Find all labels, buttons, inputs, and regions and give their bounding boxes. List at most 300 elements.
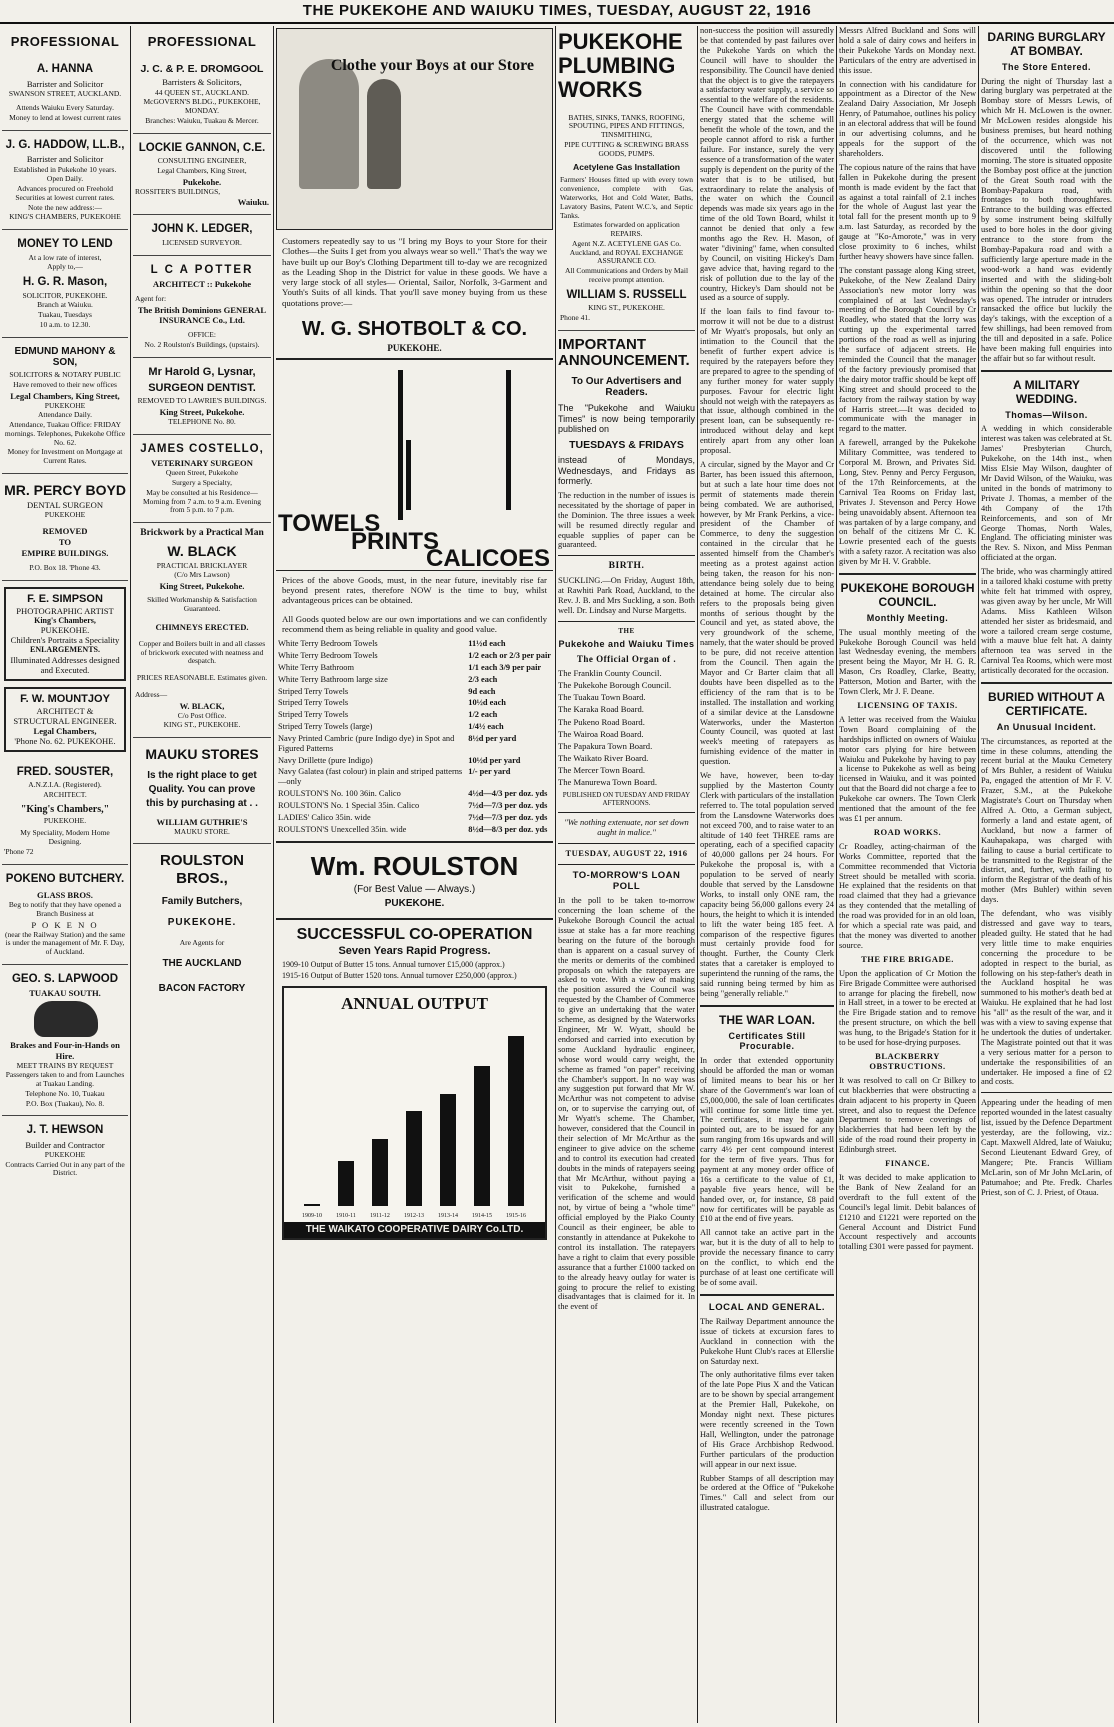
ad-name: F. E. SIMPSON [27, 593, 103, 605]
official-organ-heading: The Official Organ of . [576, 653, 677, 664]
column-6 [839, 26, 976, 1723]
official-organ-item: The Karaka Road Board. [558, 704, 644, 715]
buried-body: The defendant, who was visibly distressed and gave way to tears, pleaded guilty. He stated that he had very little time to make enquiries concerning the procedure to be adopted in respect to the burial, as following on his step-father's death in the Auckland hospital he was summoned to his mother's death bed at Waiuku. He explained that he had lost his "all" as the result of the war, and it was with a view to saving expense that he undertook the duties of undertaker. The Magistrate pointed out that it was a very serious matter for a person to undertake the responsibilities of an undertaker. He imposed a fine of £2 and costs. [981, 909, 1112, 1087]
ad-line: PUKEKOHE [44, 510, 86, 520]
ad-name: J. C. & P. E. DROMGOOL [140, 63, 264, 76]
ad-line: PUKEKOHE. [167, 917, 237, 929]
ad-line: My Speciality, Modern Home Designing. [20, 828, 110, 847]
ad-name: WILLIAM S. RUSSELL [566, 288, 687, 301]
column-rule [273, 26, 274, 1723]
roulston-name: Wm. ROULSTON [276, 841, 553, 881]
article-text: We have, however, been to-day supplied by the Masterton County Clerk with particulars of the installation referred to. The total population served from the Lansdowne Waterworks does not exceed 700, and to raise water to an altitude of 140 feet THREE rams are operating, each of a specified capacity of 40,000 gallons per 24 hours. For Pukekohe the proposal is, with a population to be served of nearly double that served by the Lansdowne Works, to install only ONE ram, the capacity being 56,000 gallons every 24 hours, the height to which it is intended to lift the water being 185 feet. A comparison of the respective figures must certainly provide food for thought. Further, the County Clerk states that a caretaker is employed to superintend the running of the rams, the said running being termed by him as being "generally reliable." [700, 771, 834, 998]
ad-line: Attendance, Tuakau Office: FRIDAY mornings. Telephones, Pukekohe Office No. 62. [4, 420, 126, 447]
ad-line: Builder and Contractor [25, 1139, 105, 1150]
ad-line: Legal Chambers, [33, 725, 97, 736]
ad-line: Attendance Daily. [37, 410, 93, 420]
ad-line: LICENSED SURVEYOR. [162, 237, 242, 247]
chart-footer: THE WAIKATO COOPERATIVE DAIRY Co.LTD. [284, 1222, 545, 1238]
chart-bar [474, 1066, 490, 1206]
ad-line: OFFICE: [188, 330, 216, 340]
coop-subtitle: Seven Years Rapid Progress. [338, 944, 491, 957]
publication-days: PUBLISHED ON TUESDAY AND FRIDAY AFTERNOONS. [562, 790, 691, 807]
column-rule [697, 26, 698, 1723]
ad-name: POKENO BUTCHERY. [5, 872, 125, 885]
ad-line: Agent for: [135, 294, 167, 304]
price-value: 8½d per yard [468, 733, 517, 743]
ad-line: PRICES REASONABLE. Estimates given. [136, 673, 268, 683]
coop-title: SUCCESSFUL CO-OPERATION [276, 918, 553, 945]
price-item: White Terry Bathroom [278, 662, 355, 672]
ad-plumbing [558, 109, 695, 331]
ad-name: MONEY TO LEND [17, 238, 113, 251]
ad-name: JOHN K. LEDGER, [151, 223, 253, 236]
chart-category-label: 1912-13 [404, 1213, 424, 1220]
ad-line: KING'S CHAMBERS, PUKEKOHE [9, 212, 121, 222]
ad-line: Legal Chambers, King Street, [10, 390, 120, 401]
price-row [276, 674, 553, 686]
price-row [276, 721, 553, 733]
ad-line: BACON FACTORY [158, 983, 246, 995]
article-text: A circular, signed by the Mayor and Cr Barter, has been issued this afternoon, but at such a late hour time does not permit of statements made therein being combated. We are authorised, however, by Mr Frank Perkins, a vice-president of the Chamber of Commerce, to deny the suggestion contained in the circular that he assented himself from the Chamber's meeting as a protest against action being taken, the reason for his non-attendance being solely due to being detained at home. The circular also refers to the proposals being given months of serious thought by the Council and yet, as stated above, the very groundwork of the scheme, namely, that the water should be proved to be pure, did not receive attention from the Council. Then again the Mayor and Cr Barter claim that all doubts have been dispelled as to the efficiency of the ram that is to be installed. The installation and working of a similar device at the Lansdowne Waterworks, under the Masterton County Council, was quoted at last week's meeting of ratepayers as furnishing evidence of the matter in question. [700, 459, 834, 767]
banner-word-towels: TOWELS [278, 509, 381, 537]
announcement-body: The reduction in the number of issues is necessitated by the shortage of paper in the Dominion. The three issues a week will be resumed directly regular and equable supplies of paper can be guaranteed. [558, 490, 695, 550]
announcement-text: instead of Mondays, Wednesdays, and Fridays as formerly. [558, 455, 695, 487]
ad-line: Skilled Workmanship & Satisfaction Guaranteed. [147, 595, 257, 613]
ad-line: King Street, Pukekohe. [159, 407, 245, 418]
ad-line: ARCHITECT & STRUCTURAL ENGINEER. [13, 705, 117, 726]
announcement-text: The "Pukekohe and Waiuku Times" is now being temporarily published on [558, 402, 695, 435]
chart-bar [304, 1204, 320, 1206]
finance-heading: FINANCE. [885, 1158, 930, 1169]
ad-line: Advances procured on Freehold Securities at lowest current rates. [15, 184, 115, 202]
coop-line: 1915-16 Output of Butter 1520 tons. Annual turnover £250,000 (approx.) [282, 971, 517, 981]
blackberry-heading: BLACKBERRY OBSTRUCTIONS. [869, 1050, 946, 1071]
ad-line: Money to lend at lowest current rates [9, 113, 121, 123]
ad-name: J. G. HADDOW, LL.B., [5, 139, 125, 151]
official-organ-item: The Pukeno Road Board. [558, 716, 645, 727]
ad-line: Established in Pukekohe 10 years. [13, 164, 117, 174]
price-item: ROULSTON'S No. 1 Special 35in. Calico [278, 800, 420, 810]
ad-line: Barristers & Solicitors, [162, 77, 242, 88]
fire-brigade-heading: THE FIRE BRIGADE. [861, 953, 954, 964]
price-value: 2/3 each [468, 674, 498, 684]
column-rule [978, 26, 979, 1723]
ad-line: Agent N.Z. ACETYLENE GAS Co. Auckland, and ROYAL EXCHANGE ASSURANCE CO. [569, 238, 684, 266]
ad-line: (near the Railway Station) and the same is under the management of Mr. F. Day, of Auckland. [5, 929, 125, 957]
ad-line: 10 a.m. to 12.30. [39, 319, 91, 329]
birth-notice: SUCKLING.—On Friday, August 18th, at Rawhiti Park Road, Auckland, to the Rev. J. B. and Mrs Suckling, a son. Both well. Dr. Lindsay and Nurse Margetts. [558, 576, 695, 616]
price-row [276, 662, 553, 674]
war-loan-subheading: Certificates Still Procurable. [728, 1030, 806, 1052]
decorative-bar [398, 370, 403, 520]
ad-line: GLASS BROS. [37, 890, 93, 901]
ad-line: ENLARGEMENTS. [29, 645, 100, 655]
roulston-town: PUKEKOHE. [384, 898, 445, 910]
chart-bar [440, 1094, 456, 1206]
ad-line: Apply to,— [47, 262, 83, 272]
chart-category-label: 1911-12 [370, 1213, 390, 1220]
price-item: Striped Terry Towels [278, 698, 349, 708]
ad-name: W. BLACK [167, 543, 237, 560]
road-works-heading: ROAD WORKS. [873, 826, 942, 837]
price-row [276, 755, 553, 767]
ad-line: Telephone No. 10, Tuakau [25, 1088, 105, 1098]
wedding-body: A wedding in which considerable interest was taken was celebrated at St. James' Presbyterian Church, Pukekohe, on the 14th inst., when Miss Elsie May Wilson, daughter of Mr David Wilson, of the Waiuku, was united in the bonds of matrimony to Private J. Thomas, a member of the 4th Company of the 17th Reinforcements, and son of Mr George Thomas, North Wales, England. The officiating minister was the Rev. S. Nixon, and Miss Penman officiated at the organ. [981, 424, 1112, 563]
war-loan-body: In order that extended opportunity should be afforded the man or woman of limited means to bear his or her share of the Government's war loan of £5,000,000, the sale of loan certificates will continue for some little time yet. The certificates, it may be again pointed out, are to be issued for any sum ranging from 16s upwards and will carry 4½ per cent compound interest for the term of five years. Thus for payment at any money order office of 16s a certificate to the value of £1, payable five years hence, will be handed over, or, for instance, £8 paid now for certificates will be payable as £10 at the end of five years. [700, 1055, 834, 1224]
ad-line: BATHS, SINKS, TANKS, ROOFING, SPOUTING, PIPES AND FITTINGS, TINSMITHING, [568, 112, 685, 140]
price-value: 9d each [468, 686, 496, 696]
price-item: White Terry Bedroom Towels [278, 651, 378, 661]
advertiser-name: W. G. SHOTBOLT & CO. [301, 317, 528, 340]
ad-line: C/o Post Office. [177, 710, 227, 720]
ad-line: PIPE CUTTING & SCREWING BRASS GOODS, PUMPS. [564, 139, 689, 158]
local-general-body: Rubber Stamps of all description may be ordered at the Office of "Pukekohe Times." Call and select from our illustrated catalogue. [700, 1473, 834, 1513]
ad-costello [133, 435, 271, 523]
ad-line: WILLIAM GUTHRIE'S [156, 816, 248, 827]
price-item: Striped Terry Towels (large) [278, 722, 373, 732]
official-organ-item: The Waikato River Board. [558, 752, 649, 763]
price-intro: Prices of the above Goods, must, in the near future, inevitably rise far beyond present rates, therefore NOW is the time to buy, whilst advantageous prices can be obtained. [282, 574, 547, 606]
ad-line: Brakes and Four-in-Hands on Hire. [10, 1040, 120, 1061]
ad-line: (C/o Mrs Lawson) [174, 570, 230, 580]
buried-heading: BURIED WITHOUT A CERTIFICATE. [988, 690, 1105, 719]
ad-line: McGOVERN'S BLDG., PUKEKOHE, MONDAY. [143, 97, 261, 116]
birth-heading: BIRTH. [608, 561, 645, 572]
ad-name: FRED. SOUSTER, [16, 765, 114, 778]
borough-council-body: The usual monthly meeting of the Pukekohe Borough Council was held last Wednesday evening, the members present being the Mayor, Mr H. G. R. Mason, Crs Roadley, Clarke, Beatty, Patterson, Motion and Barter, with the Town Clerk, Mr J. F. Deane. [839, 627, 976, 697]
ad-gannon [133, 134, 271, 216]
ad-line: Passengers taken to and from Launches at Tuakau Landing. [5, 1070, 125, 1089]
column-professional-1 [2, 26, 128, 1723]
ad-line: ROSSITER'S BUILDINGS, [135, 186, 221, 196]
price-value: 7½d—7/3 per doz. yds [468, 800, 548, 810]
ad-line: SOLICITOR, PUKEKOHE. [22, 290, 108, 300]
ad-lysnar [133, 358, 271, 435]
price-value: 1/1 each 3/9 per pair [468, 662, 542, 672]
chart-bar [338, 1161, 354, 1206]
ad-line: No. 2 Roulston's Buildings, (upstairs). [144, 339, 260, 349]
article-text: A farewell, arranged by the Pukekohe Military Committee, was tendered to Corporal M. Brown, and Privates Sid. Long, Stev. Penny and Percy Ferguson, of the 17th Reinforcements, at the Carnival Tea Rooms on Friday last, Privates J. Stevenson and Percy Howe being unavoidably absent. Afternoon tea was partaken of by a large company, and on behalf of the citizens Mr C. K. Lowrie presented each of the guests with a safety razor. A recitation was also given by Mr H. V. Grabble. [839, 438, 976, 567]
official-organ-item: The Mercer Town Board. [558, 764, 646, 775]
ad-name: L C A POTTER [150, 263, 254, 276]
licensing-heading: LICENSING OF TAXIS. [857, 699, 958, 710]
banner-word-calicoes: CALICOES [426, 544, 551, 572]
ad-line: TELEPHONE No. 80. [168, 417, 236, 427]
ad-black [133, 523, 271, 738]
ad-line: Open Daily. [46, 174, 84, 184]
ad-name: MAUKU STORES [145, 746, 259, 763]
towels-prints-calicoes-banner [276, 358, 553, 571]
decorative-bar [406, 440, 411, 510]
ad-name: GEO. S. LAPWOOD [11, 972, 119, 985]
chart-bar [406, 1111, 422, 1206]
chart-category-label: 1914-15 [472, 1213, 492, 1220]
burglary-heading: DARING BURGLARY AT BOMBAY. [987, 30, 1106, 59]
ad-line: 'Phone No. 62. PUKEKOHE. [14, 735, 116, 746]
article-text: The constant passage along King street, Pukekohe, of the New Zealand Dairy Association's new motor lorry was complained of at last Wednesday's meeting of the Borough Council by Cr Roadley, who stated that the lorry was cutting up the experimental tarred portions of the road as well as injuring the surface of adjacent streets. He reminded the Council that the manager of the factory previously promised that the dairy motor traffic should be kept off King street and should proceed to the factory from the railway station by way of Harris street.—It was decided to communicate with the manager in regard to the matter. [839, 265, 976, 434]
ad-name: EDMUND MAHONY & SON, [14, 345, 116, 369]
price-row [276, 766, 553, 788]
ad-line: King Street, Pukekohe. [159, 581, 245, 592]
column-rule [555, 26, 556, 1723]
column-rule [130, 26, 131, 1723]
horse-illustration [4, 999, 126, 1039]
price-value: 7½d—7/3 per doz. yds [468, 812, 548, 822]
price-row [276, 788, 553, 800]
ad-line: Contracts Carried Out in any part of the District. [5, 1159, 125, 1178]
banner-word-prints: PRINTS [351, 527, 440, 555]
ad-line: REMOVED TO LAWRIE'S BUILDINGS. [137, 396, 267, 406]
chart-category-label: 1915-16 [506, 1213, 526, 1220]
ad-mahony [2, 338, 128, 474]
ad-lapwood [2, 965, 128, 1116]
war-loan-body: All cannot take an active part in the war, but it is the duty of all to help to provide the necessary finance to carry on the conflict, to which end the purchase of at least one certificate will be of some avail. [700, 1228, 834, 1287]
fire-brigade-body: Upon the application of Cr Motion the Fire Brigade Committee were authorised to arrange for placing the firebell, now in Hall street, in a tower to be erected at the Fire Brigade station and to remove the present structure, on which the bell was hung, to the Brigade's Station for it to be used for hose-drying purposes. [839, 968, 976, 1048]
burglary-body: During the night of Thursday last a daring burglary was perpetrated at the Bombay store of Messrs Lewis, of which Mr H. McLowen is the owner. Mr McLowen resides alongside his business premises, but heard nothing of the occurrence, which was not discovered until the following morning. The store is situated opposite the Bombay post office at the junction of the Great South road with the Bombay-Papakura road, with frontages to both thoroughfares. Entrance to the building was effected by some instrument being skilfully used to bore holes in the door giving entrance to the store from the Bombay-Papakura road and with a sufficiently large aperture made in the wood-work a hand was evidently inserted and with the sliding-bolt within the opening so that the door was opened. The intruder or intruders ransacked the office but luckily the day's takings, with the exception of a few shillings, had been removed from the till and deposited in a safe. Police have been making full enquiries into the affair but so far without result. [981, 76, 1112, 363]
column-7 [981, 26, 1112, 1723]
coop-line: 1909-10 Output of Butter 15 tons. Annual turnover £15,000 (approx.) [282, 959, 505, 969]
chart-title: ANNUAL OUTPUT [341, 994, 488, 1014]
ad-line: REMOVED [42, 526, 88, 537]
ad-line: Legal Chambers, King Street, [157, 165, 247, 175]
ad-line: Barrister and Solicitor [26, 154, 104, 165]
ad-line: Pukekohe. [182, 176, 222, 187]
price-list [276, 638, 553, 835]
ad-money-to-lend [2, 230, 128, 338]
announcement-title: IMPORTANT ANNOUNCEMENT. [558, 335, 690, 370]
road-works-body: Cr Roadley, acting-chairman of the Works Committee, reported that the Committee recommended that Victoria Street should be metalled with scoria. He explained that the residents on that road claimed that they had a grievance as they contended that the metalling of the road was provided for in an old loan, for which a special rate was paid, and that the money was diverted to another source. [839, 841, 976, 950]
price-item: Striped Terry Towels [278, 686, 349, 696]
ad-line: EMPIRE BUILDINGS. [21, 548, 109, 559]
column-rule [836, 26, 837, 1723]
ad-line: Acetylene Gas Installation [573, 162, 680, 173]
ad-dromgool [133, 55, 271, 133]
ad-line: Is the right place to get Quality. You can prove this by purchasing at . . [146, 769, 258, 809]
ad-percy-boyd [2, 474, 128, 581]
price-item: White Terry Bathroom large size [278, 674, 388, 684]
ad-line: A.N.Z.I.A. (Registered). [28, 780, 102, 790]
loan-poll-body: In the poll to be taken to-morrow concerning the loan scheme of the Pukekohe Borough Council the actual issue at stake has a far more reaching bearing on the future of the borough than is apparent on a casual survey of the merits or demerits of the combined proposals on which the ratepayers are asked to vote. With a view of making the position assured the Council was requested by the Chamber of Commerce to give an undertaking that the water scheme, as designed by the Waterworks Engineer, Mr W. Wyatt, should be endorsed and carried into execution by some Auckland hydraulic engineer, whose word would carry weight, the scheme as framed "on paper" receiving the Chamber's support. In no way was any suggestion put forward that Mr W. McArthur was not competent to advise on, or to supervise the carrying out, of Mr Wyatt's scheme. The Chamber, however, considered that the Council in their selection of Mr McArthur as the engineer to give advice on the scheme and to control its execution had created doubts in the minds of ratepayers seeing that Mr McArthur, without paying a visit to Pukekohe, furnished a verification of the scheme and would not, by virtue of being a "whole time" official employed by the Piako County Council as their engineer, be able to constantly in attendance at Pukekohe to control its installation. The ratepayers have a right to claim that every possible assurance that a further £1000 tacked on to the already heavy outlay for water is going to procure the relief to existing disadvantages that is claimed for it. In the event of [558, 896, 695, 1312]
price-item: Navy Galatea (fast colour) in plain and striped patterns—only [278, 767, 463, 787]
ad-line: Have removed to their new offices [13, 379, 117, 389]
article-text: non-success the position will assuredly be that contended by past failures over the Pukekohe Yards on which the Council will have to shoulder the responsibility. The Council have denied that the object is to give the ratepayers a satisfactory water supply, a service so essential to the welfare of the residents. The Council have with commendable energy stated that the scheme will benefit the whole of the town, and the people cannot afford to risk a further failure. For instance, surely the very essence of a transformation of the water supply is dependent on the purity of the water that is to be utilised, but extraordinary to relate the analysis of the water on which the Council depends was made six years ago in the time of the old Town Board, whilst it cannot be denied that only a few months ago the Rev. H. Mason, of water "divining" fame, when consulted by Council, on visiting Hickey's Dam gave advice that, having regard to the risk of pollution due to the lay of the country, Hickey's Dam should not be used as a source of supply. [700, 26, 834, 303]
ad-line: CHIMNEYS ERECTED. [155, 621, 249, 632]
ad-hanna [2, 55, 128, 131]
article-text: If the loan fails to find favour to-morrow it will not be due to a distrust of Mr Wyatt's proposals, but only an intimation to the Council that the benefit of further expert advice is required by the ratepayers before they are prepared to agree to the spending of any further money for water supply purposes. Favour for electric light should not weigh with the ratepayers as that issue, although combined in the present loan, can be subsequently re-introduced without delay and kept entirely apart from any other loan proposal. [700, 307, 834, 456]
chart-category-label: 1909-10 [302, 1213, 322, 1220]
ad-line: 44 QUEEN ST., AUCKLAND. [154, 87, 250, 97]
ad-line: ARCHITECT :: Pukekohe [152, 279, 252, 290]
masthead: THE PUKEKOHE AND WAIUKU TIMES, TUESDAY, AUGUST 22, 1916 [0, 0, 1114, 24]
licensing-body: A letter was received from the Waiuku Town Board complaining of the hardships inflicted on owners of Waiuku motor cars plying for hire between Waiuku and Pukekohe by having to pay a license to Pukekohe as well as being licensed in Waiuku, and it was pointed out that the Board did not charge a fee to Pukekohe car owners. The Town Clerk mentioned that the amount of the fee was £1 per annum. [839, 714, 976, 823]
price-item: Navy Printed Cambric (pure Indigo dye) in Spot and Figured Patterns [278, 733, 455, 753]
ad-line: Farmers' Houses fitted up with every town convenience, complete with Gas, Waterworks, Hot and Cold Water, Baths, Lavatory Basins, Patent W.C.'s, and Septic Tanks. [560, 175, 693, 220]
official-organ-list [558, 668, 695, 786]
dateline: TUESDAY, AUGUST 22, 1916 [565, 848, 688, 859]
local-general-heading: LOCAL AND GENERAL. [708, 1301, 826, 1313]
finance-body: It was decided to make application to the Bank of New Zealand for an overdraft to the full extent of the Council's legal limit. Debit balances of £1210 and £1221 were reported on the General Account and District Fund Account respectively and accounts totalling £301 were passed for payment. [839, 1173, 976, 1252]
price-row [276, 800, 553, 812]
official-organ-item: The Papakura Town Board. [558, 740, 653, 751]
price-item: Striped Terry Towels [278, 710, 349, 720]
announcement-subtitle: To Our Advertisers and Readers. [571, 375, 682, 399]
ad-line: Beg to notify that they have opened a Branch Business at [8, 900, 122, 918]
ad-mountjoy [4, 687, 126, 752]
price-item: ROULSTON'S Unexcelled 35in. wide [278, 824, 407, 834]
price-value: 11½d each [468, 639, 506, 649]
ad-line: DENTAL SURGEON [26, 500, 104, 511]
war-loan-heading: THE WAR LOAN. [719, 1012, 815, 1027]
boy-figure-icon [367, 79, 401, 189]
ad-line: Money for Investment on Mortgage at Current Rates. [7, 447, 123, 466]
column-professional-2 [133, 26, 271, 1723]
price-value: 1/- per yard [468, 767, 511, 777]
ad-potter [133, 256, 271, 358]
ad-line: PUKEKOHE [44, 1149, 86, 1159]
ad-line: Family Butchers, [161, 895, 243, 907]
price-row [276, 812, 553, 824]
motto: "We nothing extenuate, nor set down aught in malice." [564, 817, 689, 838]
ad-line: All Communications and Orders by Mail receive prompt attention. [564, 266, 689, 284]
official-organ-item: The Wairoa Road Board. [558, 728, 644, 739]
column-5 [700, 26, 834, 1723]
ad-line: Branches: Waiuku, Tuakau & Mercer. [145, 115, 259, 125]
ad-name: A. HANNA [36, 63, 94, 76]
ad-haddow [2, 131, 128, 230]
ad-line: MEET TRAINS BY REQUEST [16, 1060, 114, 1070]
ad-line: Address— [135, 689, 168, 699]
chart-bar [372, 1139, 388, 1206]
wedding-subheading: Thomas—Wilson. [1005, 409, 1088, 420]
official-organ-item: The Pukekohe Borough Council. [558, 680, 672, 691]
ad-line: Queen Street, Pukekohe [165, 468, 239, 478]
price-value: 1/4½ each [468, 722, 504, 732]
burglary-subheading: The Store Entered. [1001, 62, 1091, 73]
loan-poll-heading: TO-MORROW'S LOAN POLL [572, 869, 681, 893]
ad-line: TUAKAU SOUTH. [29, 988, 101, 999]
chart-category-label: 1913-14 [438, 1213, 458, 1220]
price-value: 10½d each [468, 698, 506, 708]
ad-line: Children's Portraits a Speciality [10, 635, 120, 646]
borough-council-subheading: Monthly Meeting. [866, 613, 949, 624]
woman-figure-icon [299, 59, 359, 189]
ad-line: H. G. R. Mason, [22, 276, 108, 289]
clothing-advertisement-illustration [276, 28, 553, 230]
official-organ-item: The Tuakau Town Board. [558, 692, 646, 703]
ad-name: JAMES COSTELLO, [140, 442, 264, 455]
ad-line: Illuminated Addresses designed and Executed. [10, 654, 120, 675]
price-item: Navy Drillette (pure Indigo) [278, 755, 373, 765]
wedding-body: The bride, who was charmingly attired in a tailored khaki costume with pretty white felt hat trimmed with osprey, was given away by her uncle, Mr Will Adams. Miss Kathleen Wilson attended her sister as bridesmaid, and wore a tailored cream serge costume, with a mauve blue felt hat. A dainty afternoon tea was served in the Carnival Tea Rooms, which were most artistically decorated for the occasion. [981, 567, 1112, 676]
ad-line: PHOTOGRAPHIC ARTIST [16, 605, 114, 616]
ad-name: MR. PERCY BOYD [4, 481, 126, 498]
roulston-tagline: (For Best Value — Always.) [353, 883, 476, 895]
ad-line: P.O. Box 18. 'Phone 43. [29, 563, 101, 573]
ad-line: King's Chambers, [34, 615, 96, 625]
article-text: The copious nature of the rains that have fallen in Pukekohe during the present month is made evident by the fact that as against a total rainfall of 2.1 inches for the whole of August last year the total fall for the present month up to 9 a.m. last Saturday, as recorded by the gauge at "Ko-Amorote," was in very close proximity to 6 inches, whilst further heavy showers have since fallen. [839, 162, 976, 261]
ad-name: J. T. HEWSON [26, 1124, 104, 1137]
price-item: White Terry Bedroom Towels [278, 639, 378, 649]
ad-slogan: Clothe your Boys at our Store [330, 57, 534, 74]
ad-line: Are Agents for [179, 937, 225, 947]
ad-line: Branch at Waiuku. [37, 300, 93, 310]
ad-line: Tuakau, Tuesdays [38, 310, 92, 320]
price-row [276, 686, 553, 698]
ad-line: Surgery a Specialty, [172, 478, 232, 488]
ad-line: Copper and Boilers built in and all classes of brickwork executed with neatness and despatch. [138, 638, 266, 666]
price-intro-2: All Goods quoted below are our own importations and we can confidently recommend them as being reliable in quality and good value. [282, 613, 547, 634]
blackberry-body: It was resolved to call on Cr Bilkey to cut blackberries that were obstructing a drain adjacent to his property in Queen street, and also to request the Defence Department to remove coverings of blackberries that had been left by the side of the road round their property in Edinburgh street. [839, 1075, 976, 1155]
price-value: 8½d—8/3 per doz. yds [468, 824, 548, 834]
ad-line: CONSULTING ENGINEER, [157, 156, 247, 166]
chart-category-label: 1910-11 [336, 1213, 356, 1220]
ad-line: W. BLACK, [179, 700, 225, 711]
ad-line: SOLICITORS & NOTARY PUBLIC [9, 369, 121, 379]
price-row [276, 824, 553, 836]
ad-line: ARCHITECT. [43, 790, 87, 800]
ad-body-text: Customers repeatedly say to us "I bring my Boys to your Store for their Clothes—the Suits I get from you always wear so well." That's the way we have built up our Boy's Clothing Department till to-day we are recognized as the Leading Shop in the District for value in these goods. We have a very large stock of all styles— Oriental, Sailor, Norfolk, 3-Garment and Youth's Suits of all kinds. That you'll save money buying from us these quotations prove:— [282, 236, 547, 308]
buried-body: The circumstances, as reported at the time in these columns, attending the recent burial at the Mauku Cemetery of Mrs Buhler, a resident of Waiuku Pa, engaged the attention of Mr F. V. Frazer, S.M., at the Pukekohe Magistrate's Court on Thursday when Alfred A. Otto, a German subject, formerly a land and estate agent, of Auckland, but now a farmer of Kauhapakapa, was charged with failing to cause a burial certificate to be transmitted to the Registrar of the district, and, further, with failing to inform the Registrar of the death of his mother (Mrs Buhler) within seven days. [981, 736, 1112, 905]
price-row [276, 709, 553, 721]
chart-bar [508, 1036, 524, 1206]
ad-line: Attends Waiuku Every Saturday. [16, 103, 114, 113]
ad-line: Barrister and Solicitor [26, 78, 104, 89]
ad-ledger [133, 215, 271, 255]
paper-name: Pukekohe and Waiuku Times [558, 639, 695, 650]
ad-line: SWANSON STREET, AUCKLAND. [8, 88, 122, 98]
price-row [276, 650, 553, 662]
price-row [276, 638, 553, 650]
ad-line: THE AUCKLAND [162, 957, 242, 969]
casualty-body: Appearing under the heading of men reported wounded in the latest casualty list, issued by the Defence Department yesterday, are the following, viz.: Capt. Maxwell Aldred, late of Waiuku; Second Lieutenant Edward Grey, of Mangere; Pte. Francis William McLarin, son of Mr John McLarin, of Patumahoe; and Pte. Fredk. Charles Priest, son of C. J. Priest, of Otaua. [981, 1098, 1112, 1197]
price-row [276, 733, 553, 755]
plumbing-title: PUKEKOHE PLUMBING WORKS [558, 29, 683, 103]
ad-name: ROULSTON BROS., [160, 852, 244, 887]
ad-line: PUKEKOHE. [40, 625, 90, 636]
ad-line: The British Dominions GENERAL INSURANCE Co., Ltd. [137, 304, 267, 325]
ad-line: KING ST., PUKEKOHE. [163, 720, 241, 730]
ad-name: F. W. MOUNTJOY [20, 692, 110, 705]
ad-simpson [4, 587, 126, 681]
ad-line: Phone 41. [560, 312, 590, 322]
ad-line: MAUKU STORE. [174, 826, 230, 836]
ad-line: PUKEKOHE [44, 400, 86, 410]
announcement-days: TUESDAYS & FRIDAYS [569, 438, 684, 451]
ad-line: "King's Chambers," [20, 803, 110, 815]
advertiser-town: PUKEKOHE. [387, 343, 442, 354]
borough-council-heading: PUKEKOHE BOROUGH COUNCIL. [840, 581, 975, 610]
ad-line: Estimates forwarded on application REPAIRS. [573, 220, 680, 239]
price-item: LADIES' Calico 35in. wide [278, 812, 371, 822]
ad-pokeno-butchery [2, 865, 128, 965]
ad-mauku-stores [133, 738, 271, 844]
decorative-bar [506, 370, 511, 510]
ad-line: PUKEKOHE. [43, 815, 87, 825]
ad-line: SURGEON DENTIST. [148, 382, 256, 395]
ad-line: Note the new address:— [28, 202, 102, 212]
horse-icon [34, 1001, 98, 1037]
annual-output-chart [282, 986, 547, 1240]
ad-line: VETERINARY SURGEON [151, 458, 253, 469]
ad-line: P O K E N O [31, 919, 99, 930]
ad-line: P.O. Box (Tuakau), No. 8. [25, 1098, 105, 1108]
price-value: 1/2 each or 2/3 per pair [468, 651, 551, 661]
column-ads-center [276, 26, 553, 1723]
ad-line: PRACTICAL BRICKLAYER [156, 560, 248, 570]
price-item: ROULSTON'S No. 100 36in. Calico [278, 789, 401, 799]
article-text: In connection with his candidature for appointment as a Director of the New Zealand Dairy Association, Mr Joseph Henry, of Patumahoe, outlines his policy in an electoral address that will be found in our advertising columns, and he appeals for the support of the shareholders. [839, 79, 976, 158]
official-organ-item: The Manurewa Town Board. [558, 776, 657, 787]
